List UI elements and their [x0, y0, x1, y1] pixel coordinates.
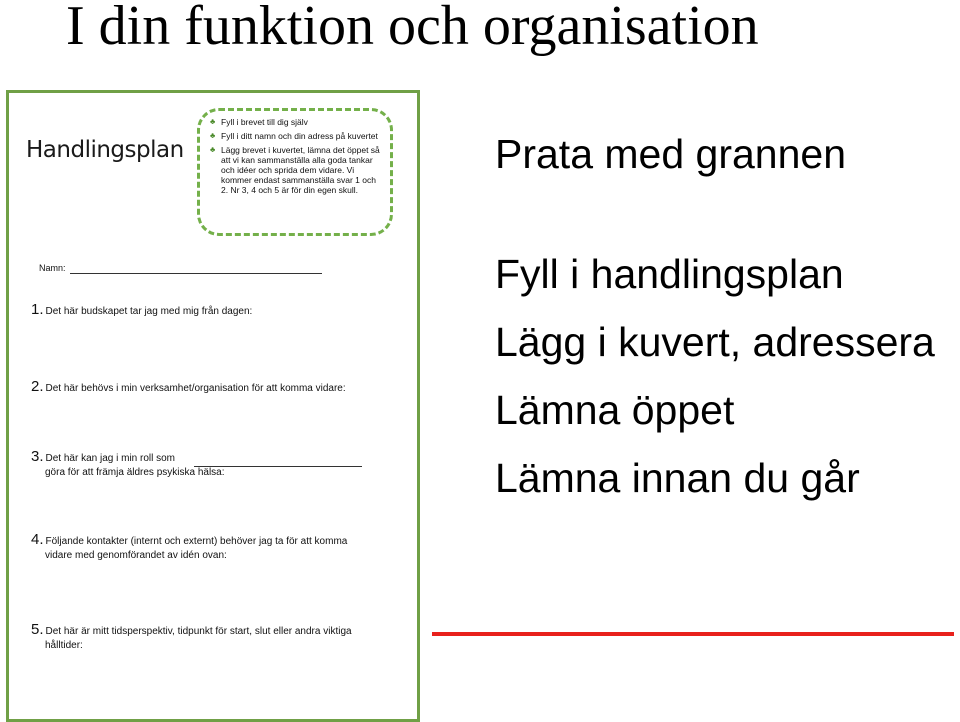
question-text: Det här budskapet tar jag med mig från dagen: — [45, 306, 253, 317]
name-line — [70, 273, 322, 274]
question-4 — [31, 533, 347, 563]
list-item: Lämna innan du går — [495, 455, 860, 501]
instructions-box — [197, 108, 393, 236]
question-text: Det här är mitt tidsperspektiv, tidpunkt för start, slut eller andra viktiga — [45, 626, 352, 637]
list-item: Lämna öppet — [495, 387, 735, 433]
question-continuation: vidare med genomförandet av idén ovan: — [45, 550, 227, 561]
question-text: Det här kan jag i min roll som — [45, 453, 176, 464]
list-item: Fyll i handlingsplan — [495, 251, 844, 297]
instruction-text: Fyll i ditt namn och din adress på kuvertet — [221, 131, 378, 141]
list-item: Lägg i kuvert, adressera — [495, 319, 935, 365]
document-title: Handlingsplan — [26, 137, 184, 163]
question-number: 5. — [31, 621, 44, 638]
clover-icon: ♣ — [210, 145, 216, 154]
instruction-item — [210, 131, 382, 141]
instruction-item — [210, 117, 382, 127]
question-continuation: hålltider: — [45, 640, 83, 651]
instruction-list — [495, 120, 935, 512]
question-number: 1. — [31, 301, 44, 318]
instruction-text: Lägg brevet i kuvertet, lämna det öppet så att vi kan sammanställa alla goda tankar och idéer och sprida dem vidare. Vi kommer endast sammanställa svar 1 och 2. Nr 3, 4 och 5 är för din egen skull. — [221, 145, 380, 195]
question-1 — [31, 303, 252, 319]
instruction-text: Fyll i brevet till dig själv — [221, 117, 308, 127]
role-line — [194, 466, 362, 467]
clover-icon: ♣ — [210, 131, 216, 140]
slide-title: I din funktion och organisation — [66, 0, 759, 57]
question-3 — [31, 450, 225, 480]
question-text: Följande kontakter (internt och externt) behöver jag ta för att komma — [45, 536, 348, 547]
question-number: 3. — [31, 448, 44, 465]
question-5 — [31, 623, 352, 653]
question-number: 4. — [31, 531, 44, 548]
clover-icon: ♣ — [210, 117, 216, 126]
list-item: Prata med grannen — [495, 131, 847, 177]
question-text: Det här behövs i min verksamhet/organisation för att komma vidare: — [45, 383, 346, 394]
accent-divider — [432, 632, 954, 636]
name-label: Namn: — [39, 263, 66, 273]
question-continuation: göra för att främja äldres psykiska hälsa: — [45, 467, 225, 478]
handlingsplan-document — [6, 90, 420, 722]
question-2 — [31, 380, 346, 396]
question-number: 2. — [31, 378, 44, 395]
instruction-item — [210, 145, 382, 195]
